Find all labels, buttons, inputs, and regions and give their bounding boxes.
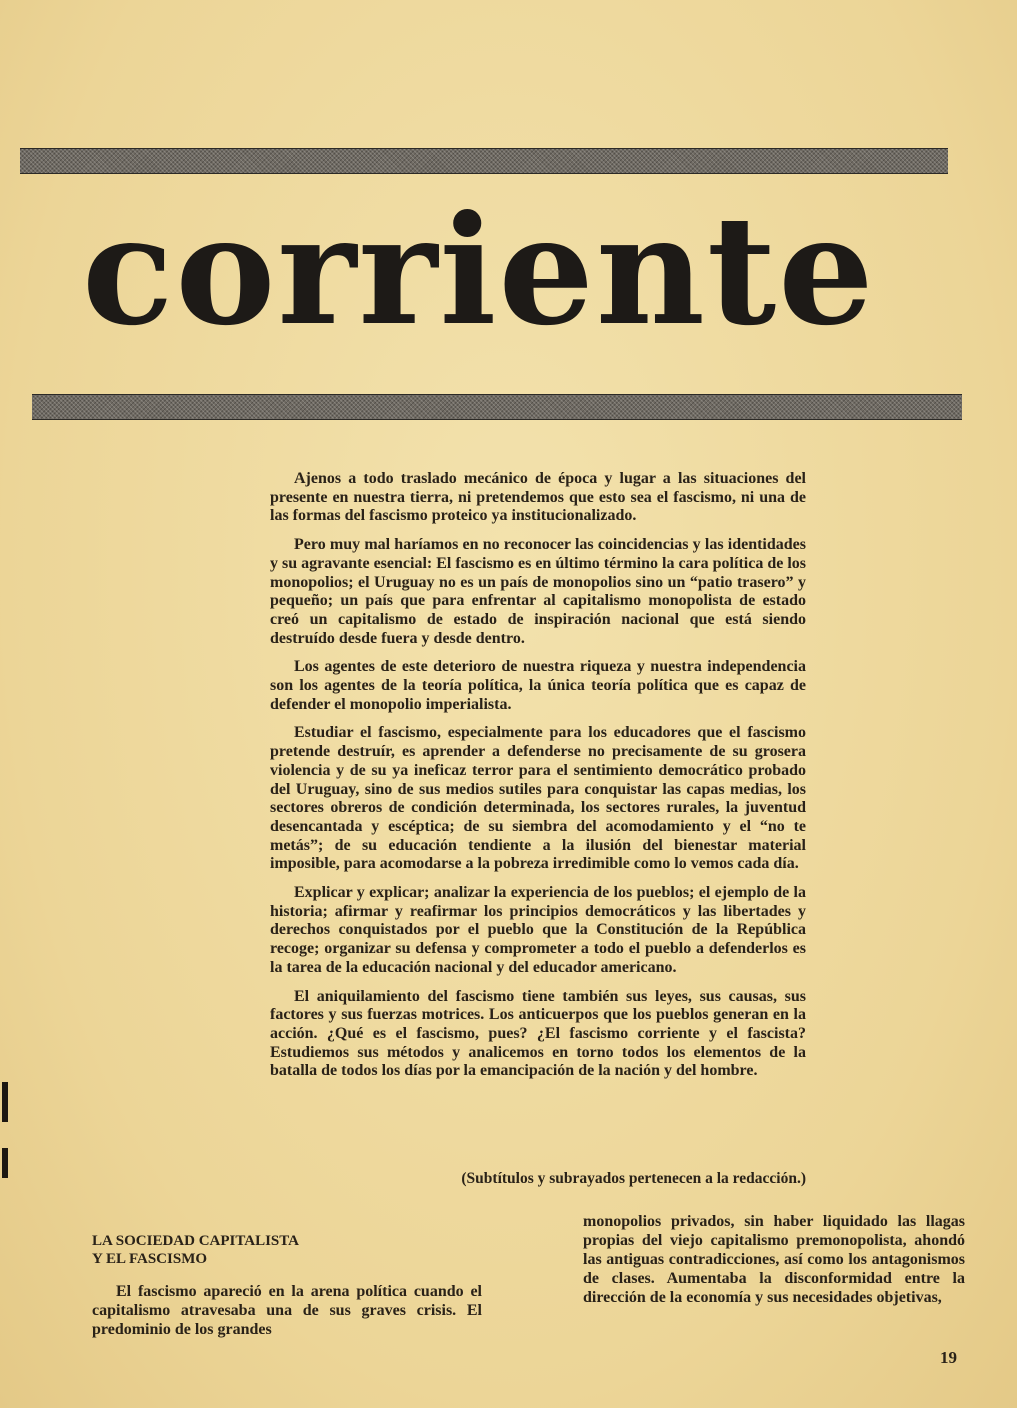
page-number: 19 <box>940 1348 957 1367</box>
section-heading <box>92 1232 482 1268</box>
section-heading-line: LA SOCIEDAD CAPITALISTA <box>92 1233 299 1249</box>
intro-paragraph: Ajenos a todo traslado mecánico de época y lugar a las situaciones del presente en nuestra tierra, ni pretendemos que esto sea el fascismo, ni una de las formas del fascismo proteico ya institucionalizado. <box>270 470 806 525</box>
top-decorative-bar <box>20 148 948 174</box>
intro-paragraph: Los agentes de este deterioro de nuestra riqueza y nuestra independencia son los agentes de la teoría política, la única teoría política que es capaz de defender el monopolio imperialista. <box>270 658 806 713</box>
section-heading-line: Y EL FASCISMO <box>92 1251 208 1267</box>
right-column <box>583 1212 965 1307</box>
intro-text <box>270 470 806 1091</box>
bottom-decorative-bar <box>32 394 962 420</box>
page-title: corriente <box>82 183 876 359</box>
intro-paragraph: El aniquilamiento del fascismo tiene también sus leyes, sus causas, sus factores y sus fuerzas motrices. Los anticuerpos que los pueblos generan en la acción. ¿Qué es el fascismo, pues? ¿El fascismo corriente y el fascista? Estudiemos sus métodos y analicemos en torno todos los elementos de la batalla de todos los días por la emancipación de la nación y del hombre. <box>270 987 806 1080</box>
column-paragraph: monopolios privados, sin haber liquidado las llagas propias del viejo capitalismo premonopolista, ahondó las antiguas contradicciones, así como los antagonismos de clases. Aumentaba la disconformidad entre la dirección de la economía y sus necesidades objetivas, <box>583 1213 965 1306</box>
column-paragraph: El fascismo apareció en la arena política cuando el capitalismo atravesaba una de sus graves crisis. El predominio de los grandes <box>92 1283 482 1338</box>
editorial-note: (Subtítulos y subrayados pertenecen a la redacción.) <box>461 1170 806 1187</box>
intro-paragraph: Pero muy mal haríamos en no reconocer las coincidencias y las identidades y su agravante esencial: El fascismo es en último término la cara política de los monopolios; el Uruguay no es un país de monopolios sino un “patio trasero” y pequeño; un país que para enfrentar al capitalismo monopolista de estado creó un capitalismo de estado de inspiración nacional que está siendo destruído desde fuera y desde dentro. <box>270 536 806 647</box>
intro-paragraph: Estudiar el fascismo, especialmente para los educadores que el fascismo pretende destruír, es aprender a defenderse no precisamente de su grosera violencia y de su ya ineficaz terror para el sentimiento democrático probado del Uruguay, sino de sus medios sutiles para conquistar las capas medias, los sectores obreros de condición determinada, los sectores rurales, la juventud desencantada y escéptica; de su siembra del acomodamiento y el “no te metás”; de su educación tendiente a la ilusión del bienestar material imposible, para acomodarse a la pobreza irredimible como lo vemos cada día. <box>270 724 806 873</box>
left-column <box>92 1232 482 1339</box>
binding-edge-mark <box>2 1148 8 1178</box>
binding-edge-mark <box>2 1082 8 1122</box>
intro-paragraph: Explicar y explicar; analizar la experiencia de los pueblos; el ejemplo de la historia; afirmar y reafirmar los principios democráticos y las libertades y derechos conquistados por el pueblo que la Constitución de la República recoge; organizar su defensa y comprometer a todo el pueblo a defenderlos es la tarea de la educación nacional y del educador americano. <box>270 884 806 976</box>
